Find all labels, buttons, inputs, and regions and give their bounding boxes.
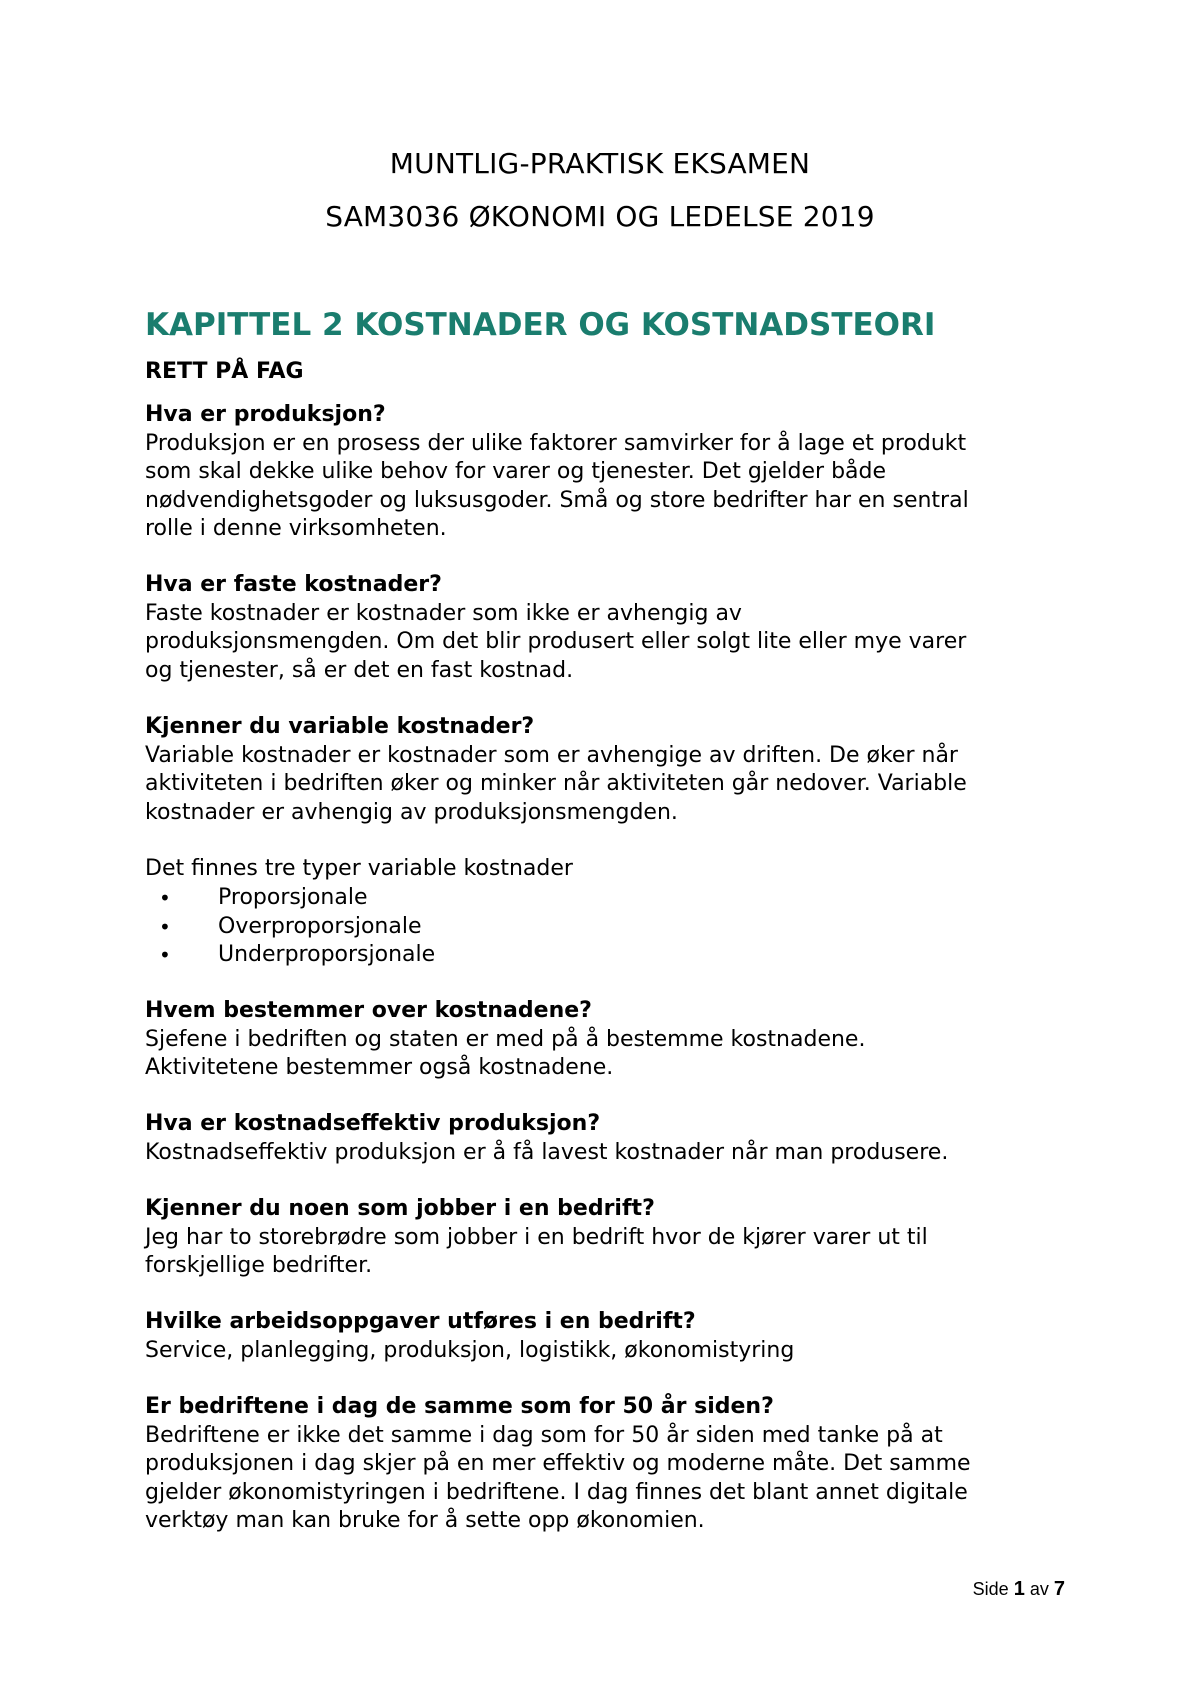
qa-block bbox=[145, 997, 1075, 1083]
question: Hva er kostnadseffektiv produksjon? bbox=[145, 1111, 601, 1136]
answer-line: Bedriftene er ikke det samme i dag som for 50 år siden med tanke på at bbox=[145, 1422, 943, 1448]
answer-line: Sjefene i bedriften og staten er med på å bestemme kostnadene. bbox=[145, 1026, 866, 1052]
answer-line: Kostnadseffektiv produksjon er å få lavest kostnader når man produsere. bbox=[145, 1139, 949, 1165]
answer-line: gjelder økonomistyringen i bedriftene. I dag finnes det blant annet digitale bbox=[145, 1479, 968, 1505]
answer-line: aktiviteten i bedriften øker og minker når aktiviteten går nedover. Variable bbox=[145, 771, 967, 796]
question: Hvilke arbeidsoppgaver utføres i en bedrift? bbox=[145, 1309, 696, 1334]
current-page-number: 1 bbox=[1013, 1578, 1025, 1600]
chapter-heading: KAPITTEL 2 KOSTNADER OG KOSTNADSTEORI bbox=[145, 307, 936, 343]
answer-line: Service, planlegging, produksjon, logistikk, økonomistyring bbox=[145, 1337, 795, 1363]
answer-line: forskjellige bedrifter. bbox=[145, 1253, 373, 1278]
list-item-label: Underproporsjonale bbox=[218, 942, 436, 967]
answer-line: nødvendighetsgoder og luksusgoder. Små og store bedrifter har en sentral bbox=[145, 487, 969, 513]
list-item bbox=[145, 913, 435, 942]
footer-prefix: Side bbox=[972, 1579, 1009, 1599]
list-intro: Det finnes tre typer variable kostnader bbox=[145, 856, 573, 881]
answer-line: produksjonsmengden. Om det blir produsert eller solgt lite eller mye varer bbox=[145, 629, 967, 654]
answer-line: Produksjon er en prosess der ulike faktorer samvirker for å lage et produkt bbox=[145, 430, 967, 456]
question: Hva er faste kostnader? bbox=[145, 572, 442, 597]
list-item bbox=[145, 941, 435, 970]
question: Kjenner du variable kostnader? bbox=[145, 714, 535, 739]
section-heading: RETT PÅ FAG bbox=[145, 359, 304, 384]
qa-block bbox=[145, 1195, 1075, 1281]
qa-block bbox=[145, 1110, 1075, 1167]
total-page-number: 7 bbox=[1053, 1578, 1065, 1600]
answer-line: produksjonen i dag skjer på en mer effektiv og moderne måte. Det samme bbox=[145, 1451, 971, 1476]
footer-of: av bbox=[1029, 1579, 1049, 1599]
question: Hva er produksjon? bbox=[145, 402, 386, 427]
bullet-icon: • bbox=[159, 886, 171, 910]
answer-line: Jeg har to storebrødre som jobber i en bedrift hvor de kjører varer ut til bbox=[145, 1224, 928, 1250]
list-item bbox=[145, 884, 435, 913]
answer-line: kostnader er avhengig av produksjonsmengden. bbox=[145, 799, 678, 825]
question: Er bedriftene i dag de samme som for 50 år siden? bbox=[145, 1394, 774, 1419]
course-title: SAM3036 ØKONOMI OG LEDELSE 2019 bbox=[325, 200, 875, 233]
variable-types-list bbox=[145, 884, 435, 970]
answer-line: som skal dekke ulike behov for varer og tjenester. Det gjelder både bbox=[145, 459, 887, 484]
qa-block bbox=[145, 401, 1075, 544]
qa-block bbox=[145, 1393, 1075, 1536]
answer-line: Faste kostnader er kostnader som ikke er avhengig av bbox=[145, 600, 742, 626]
exam-title: MUNTLIG-PRAKTISK EKSAMEN bbox=[389, 147, 811, 180]
answer-line: Aktivitetene bestemmer også kostnadene. bbox=[145, 1055, 614, 1080]
qa-block bbox=[145, 713, 1075, 827]
question: Hvem bestemmer over kostnadene? bbox=[145, 998, 592, 1023]
list-item-label: Proporsjonale bbox=[218, 885, 368, 910]
answer-line: verktøy man kan bruke for å sette opp økonomien. bbox=[145, 1508, 705, 1533]
question: Kjenner du noen som jobber i en bedrift? bbox=[145, 1196, 655, 1221]
answer-line: og tjenester, så er det en fast kostnad. bbox=[145, 657, 574, 683]
bullet-icon: • bbox=[159, 914, 171, 939]
bullet-icon: • bbox=[159, 943, 171, 967]
page-footer bbox=[973, 1578, 1065, 1601]
list-item-label: Overproporsjonale bbox=[218, 913, 422, 939]
qa-block bbox=[145, 571, 1075, 685]
qa-block bbox=[145, 1308, 1075, 1365]
answer-line: Variable kostnader er kostnader som er avhengige av driften. De øker når bbox=[145, 742, 958, 768]
answer-line: rolle i denne virksomheten. bbox=[145, 516, 447, 541]
